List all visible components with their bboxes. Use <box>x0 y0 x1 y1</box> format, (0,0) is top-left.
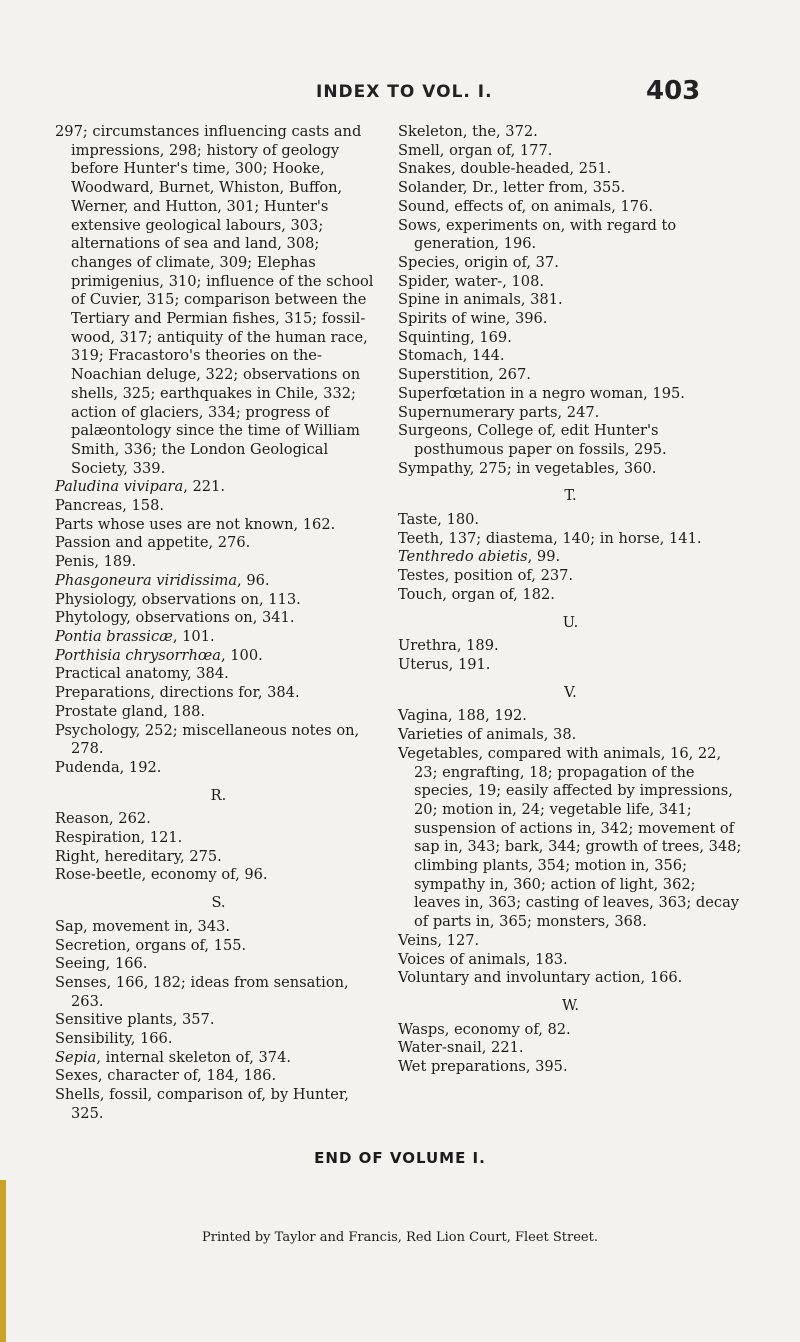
printer-imprint: Printed by Taylor and Francis, Red Lion Court, Fleet Street. <box>202 1230 598 1245</box>
index-entry: Seeing, 166. <box>55 955 148 973</box>
index-entry: Respiration, 121. <box>55 829 183 847</box>
index-entry: Parts whose uses are not known, 162. <box>55 515 336 533</box>
index-entry: Taste, 180. <box>398 511 480 529</box>
index-entry: Snakes, double-headed, 251. <box>398 160 612 178</box>
index-entry: Pudenda, 192. <box>55 758 162 776</box>
section-letter: U. <box>562 613 579 631</box>
index-entry: Teeth, 137; diastema, 140; in horse, 141. <box>398 529 702 547</box>
index-entry: Passion and appetite, 276. <box>55 534 251 552</box>
entry-italic-term: Tenthredo abietis <box>398 548 528 566</box>
page-number: 403 <box>646 76 701 106</box>
index-entry: Penis, 189. <box>55 553 137 571</box>
index-entry: Sound, effects of, on animals, 176. <box>398 197 654 215</box>
index-column-left <box>55 123 382 1124</box>
page-edge-strip <box>0 1180 6 1342</box>
index-entry: Preparations, directions for, 384. <box>55 684 300 702</box>
index-entry: Wet preparations, 395. <box>398 1058 568 1076</box>
index-entry: Testes, position of, 237. <box>398 567 574 585</box>
index-entry: Physiology, observations on, 113. <box>55 590 301 608</box>
index-entry: Rose-beetle, economy of, 96. <box>55 866 268 884</box>
page-header <box>0 76 800 116</box>
entry-italic-term: Pontia brassicæ <box>55 627 173 645</box>
section-letter: S. <box>211 894 226 912</box>
index-entry: Phytology, observations on, 341. <box>55 609 295 627</box>
entry-locator: , 100. <box>220 646 263 664</box>
index-entry: 297; circumstances influencing casts and impressions, 298; history of geology before Hunter's time, 300; Hooke, Woodward, Burnet, Whiston, Buffon, Werner, and Hutton, 301; Hunter's extensive geological labours, 303; alternations of sea and land, 308; changes of climate, 309; Elephas primigenius, 310; influence of the school of Cuvier, 315; comparison between the Tertiary and Permian fishes, 315; fossil-wood, 317; antiquity of the human race, 319; Fracastoro's theories on the-Noachian deluge, 322; observations on shells, 325; earthquakes in Chile, 332; action of glaciers, 334; progress of palæontology since the time of William Smith, 336; the London Geological Society, 339. <box>55 123 374 477</box>
index-entry: Voluntary and involuntary action, 166. <box>398 969 683 987</box>
index-entry: Spine in animals, 381. <box>398 291 563 309</box>
index-entry <box>55 628 382 647</box>
index-entry: Pancreas, 158. <box>55 497 165 515</box>
index-entry <box>55 572 382 591</box>
index-entry <box>55 647 382 666</box>
index-entry: Smell, organ of, 177. <box>398 141 553 159</box>
index-entry: Spirits of wine, 396. <box>398 310 548 328</box>
index-entry: Species, origin of, 37. <box>398 253 559 271</box>
index-entry: Urethra, 189. <box>398 637 499 655</box>
index-entry: Vagina, 188, 192. <box>398 707 527 725</box>
index-entry: Sensibility, 166. <box>55 1030 173 1048</box>
index-entry: Right, hereditary, 275. <box>55 847 222 865</box>
section-letter: R. <box>210 786 227 804</box>
entry-locator: , internal skeleton of, 374. <box>96 1048 291 1066</box>
index-entry: Supernumerary parts, 247. <box>398 403 600 421</box>
index-entry: Varieties of animals, 38. <box>398 726 577 744</box>
index-entry: Superstition, 267. <box>398 366 531 384</box>
end-of-volume-note: END OF VOLUME I. <box>314 1149 486 1167</box>
index-entry: Solander, Dr., letter from, 355. <box>398 179 626 197</box>
entry-italic-term: Sepia <box>55 1048 97 1066</box>
entry-italic-term: Porthisia chrysorrhœa <box>55 646 221 664</box>
index-entry: Uterus, 191. <box>398 655 491 673</box>
index-entry: Vegetables, compared with animals, 16, 22, 23; engrafting, 18; propagation of the species, 19; easily affected by impressions, 20; motion in, 24; vegetable life, 341; suspension of actions in, 342; movement of sap in, 343; bark, 344; growth of trees, 348; climbing plants, 354; motion in, 356; sympathy in, 360; action of light, 362; leaves in, 363; casting of leaves, 363; decay of parts in, 365; monsters, 368. <box>398 744 742 931</box>
index-entry: Veins, 127. <box>398 931 480 949</box>
section-letter: V. <box>564 683 577 701</box>
running-title: INDEX TO VOL. I. <box>316 82 493 102</box>
index-entry: Spider, water-, 108. <box>398 272 545 290</box>
index-entry: Touch, organ of, 182. <box>398 585 555 603</box>
index-entry: Secretion, organs of, 155. <box>55 936 247 954</box>
index-entry: Sensitive plants, 357. <box>55 1011 215 1029</box>
index-entry: Sympathy, 275; in vegetables, 360. <box>398 459 657 477</box>
index-column-right <box>398 123 743 1077</box>
index-entry: Psychology, 252; miscellaneous notes on, 278. <box>55 721 360 758</box>
index-entry: Practical anatomy, 384. <box>55 665 229 683</box>
index-entry: Voices of animals, 183. <box>398 950 568 968</box>
index-entry: Sap, movement in, 343. <box>55 917 231 935</box>
index-entry <box>398 548 743 567</box>
index-entry: Prostate gland, 188. <box>55 702 205 720</box>
entry-italic-term: Paludina vivipara <box>55 478 184 496</box>
index-entry: Superfœtation in a negro woman, 195. <box>398 384 685 402</box>
section-letter: W. <box>561 996 580 1014</box>
index-entry: Shells, fossil, comparison of, by Hunter, 325. <box>55 1086 349 1122</box>
entry-locator: , 96. <box>237 571 270 589</box>
index-entry: Wasps, economy of, 82. <box>398 1020 571 1038</box>
index-entry: Surgeons, College of, edit Hunter's posthumous paper on fossils, 295. <box>398 422 667 458</box>
index-entry: Stomach, 144. <box>398 347 505 365</box>
index-entry: Squinting, 169. <box>398 328 512 346</box>
index-entry: Reason, 262. <box>55 810 151 828</box>
index-entry <box>55 1049 382 1068</box>
index-entry: Skeleton, the, 372. <box>398 123 538 140</box>
entry-locator: , 101. <box>172 627 215 645</box>
index-entry <box>55 478 382 497</box>
section-letter: T. <box>564 487 577 505</box>
index-entry: Sows, experiments on, with regard to generation, 196. <box>398 216 677 253</box>
index-entry: Senses, 166, 182; ideas from sensation, 263. <box>55 973 349 1010</box>
entry-italic-term: Phasgoneura viridissima <box>55 571 238 589</box>
entry-locator: , 99. <box>527 548 561 566</box>
index-entry: Water-snail, 221. <box>398 1039 524 1057</box>
index-entry: Sexes, character of, 184, 186. <box>55 1067 277 1085</box>
entry-locator: , 221. <box>183 478 226 496</box>
